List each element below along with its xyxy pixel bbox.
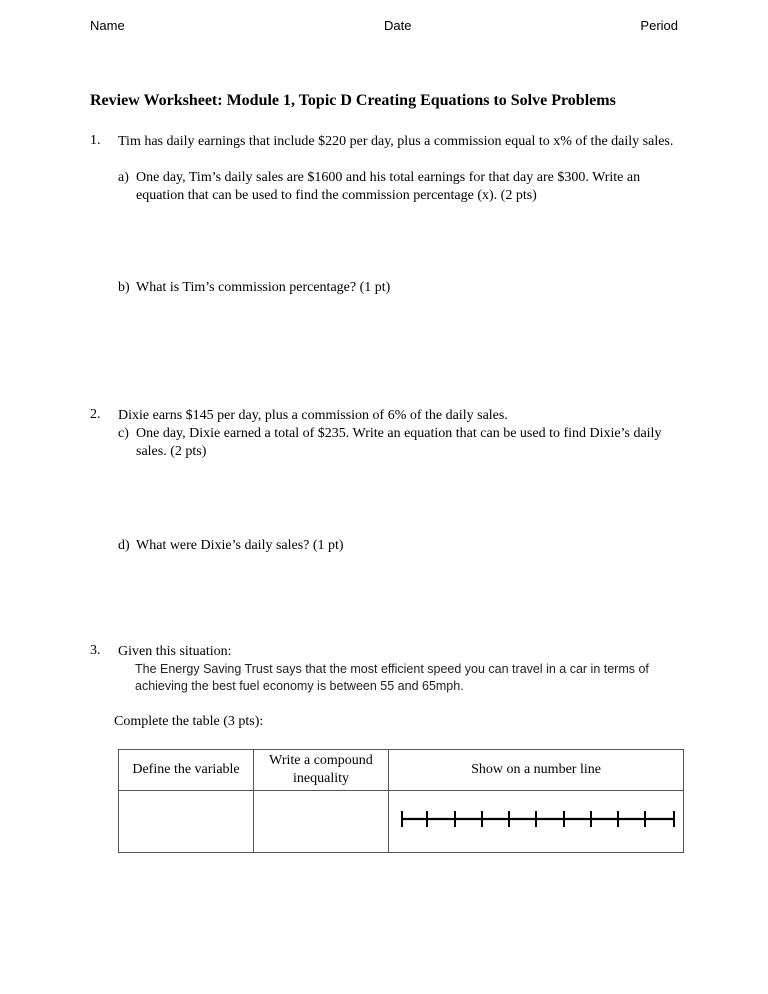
question-3-text: Given this situation:: [118, 644, 232, 659]
question-2d: [118, 537, 678, 555]
answer-table: [118, 749, 684, 853]
header-define-variable: Define the variable: [119, 750, 254, 791]
part-b-text: What is Tim’s commission percentage? (1 pt): [136, 280, 391, 295]
name-label: Name: [90, 18, 125, 33]
part-d-label: d): [118, 538, 130, 553]
question-1a: [118, 169, 678, 205]
answer-cell-number-line[interactable]: [389, 791, 684, 853]
number-line[interactable]: [389, 791, 683, 852]
period-label: Period: [640, 18, 678, 33]
date-label: Date: [384, 18, 412, 33]
question-2c: [118, 425, 678, 461]
situation-text: The Energy Saving Trust says that the most efficient speed you can travel in a car in terms of achieving the best fuel economy is between 55 and 65mph.: [135, 662, 649, 693]
answer-cell-variable[interactable]: [119, 791, 254, 853]
answer-cell-inequality[interactable]: [254, 791, 389, 853]
worksheet-title: Review Worksheet: Module 1, Topic D Creating Equations to Solve Problems: [90, 92, 616, 109]
question-1b: [118, 279, 678, 297]
question-3-number: 3.: [90, 643, 101, 658]
header-compound-inequality: Write a compound inequality: [254, 750, 389, 791]
table-answer-row: [119, 791, 684, 853]
header-number-line: Show on a number line: [389, 750, 684, 791]
table-instruction: Complete the table (3 pts):: [114, 714, 264, 729]
part-a-label: a): [118, 170, 129, 185]
part-a-text: One day, Tim’s daily sales are $1600 and his total earnings for that day are $300. Write an equation that can be used to find the commission percentage (x). (2 pts): [136, 170, 641, 203]
table-header-row: [119, 750, 684, 791]
part-c-label: c): [118, 426, 129, 441]
question-1-number: 1.: [90, 133, 101, 148]
part-d-text: What were Dixie’s daily sales? (1 pt): [136, 538, 344, 553]
question-2-text: Dixie earns $145 per day, plus a commission of 6% of the daily sales.: [118, 408, 508, 423]
part-c-text: One day, Dixie earned a total of $235. Write an equation that can be used to find Dixie’s daily sales. (2 pts): [136, 426, 662, 459]
question-1-text: Tim has daily earnings that include $220 per day, plus a commission equal to x% of the daily sales.: [118, 134, 674, 149]
part-b-label: b): [118, 280, 130, 295]
question-2-number: 2.: [90, 407, 101, 422]
